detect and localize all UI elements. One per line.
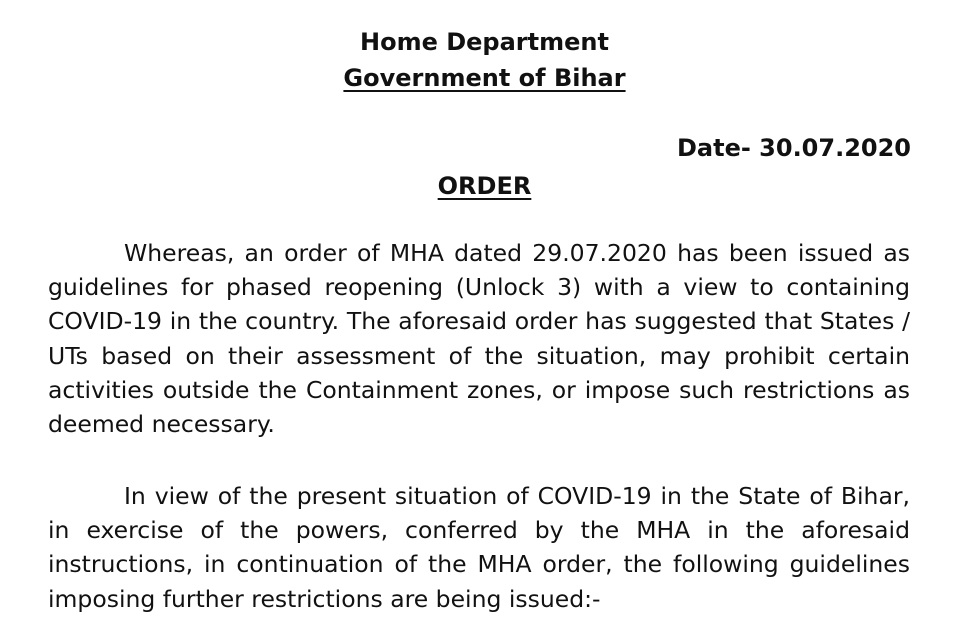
order-date: Date- 30.07.2020: [676, 134, 911, 162]
government-heading: Government of Bihar: [343, 64, 626, 92]
paragraph-whereas: Whereas, an order of MHA dated 29.07.2020 has been issued as guidelines for phased reopening (Unlock 3) with a view to containing COVID-19 in the country. The aforesaid order has suggested that States / UTs based on their assessment of the situation, may prohibit certain activities outside the Containment zones, or impose such restrictions as deemed necessary.: [48, 239, 910, 439]
department-heading: Home Department: [360, 28, 609, 56]
paragraph-in-view: In view of the present situation of COVID-19 in the State of Bihar, in exercise of the powers, conferred by the MHA in the aforesaid instructions, in continuation of the MHA order, the following guidelines imposing further restrictions are being issued:-: [48, 482, 910, 613]
order-title: ORDER: [437, 172, 532, 200]
